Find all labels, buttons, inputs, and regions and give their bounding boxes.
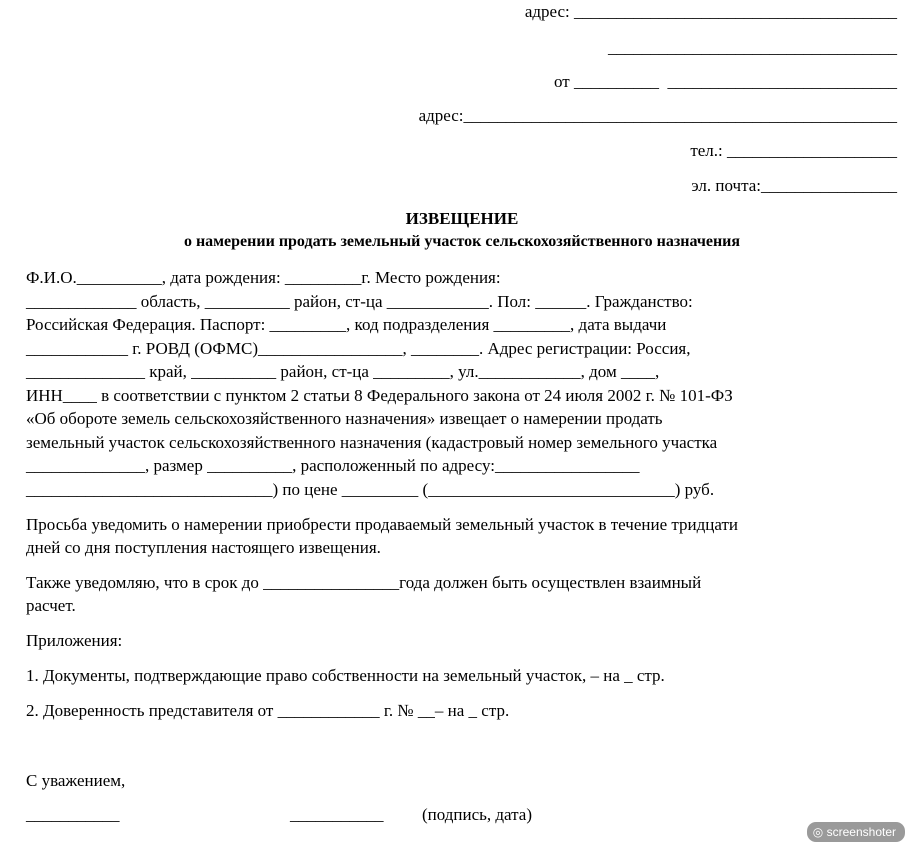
request-line: дней со дня поступления настоящего извещения. (26, 538, 381, 557)
attachment-item: 2. Доверенность представителя от ____________ г. № __– на _ стр. (26, 701, 510, 720)
body-line: ______________ край, __________ район, ст-ца _________, ул.____________, дом ____, (26, 362, 660, 381)
request-line: Просьба уведомить о намерении приобрести продаваемый земельный участок в течение тридцати (26, 515, 738, 534)
document-title: ИЗВЕЩЕНИЕ (405, 209, 519, 228)
screenshoter-watermark (807, 822, 905, 842)
body-line: ИНН____ в соответствии с пунктом 2 статьи 8 Федерального закона от 24 июля 2002 г. № 101-ФЗ (26, 386, 733, 405)
document-subtitle: о намерении продать земельный участок сельскохозяйственного назначения (183, 233, 741, 250)
settlement-line: Также уведомляю, что в срок до ________________года должен быть осуществлен взаимный (26, 573, 702, 592)
body-line: Ф.И.О.__________, дата рождения: _________г. Место рождения: (26, 268, 501, 287)
body-line: Российская Федерация. Паспорт: _________, код подразделения _________, дата выдачи (26, 315, 667, 334)
body-line: _____________________________) по цене _________ (_____________________________) руб. (26, 480, 715, 499)
signature-blank: ___________ (290, 805, 384, 824)
watermark-text: screenshoter (826, 825, 896, 839)
header-address-2: адрес:___________________________________________________ (418, 106, 897, 125)
body-line: «Об обороте земель сельскохозяйственного назначения» извещает о намерении продать (26, 409, 663, 428)
body-line: ______________, размер __________, расположенный по адресу:_________________ (26, 456, 640, 475)
header-address: адрес: ______________________________________ (524, 2, 897, 21)
settlement-line: расчет. (26, 596, 76, 615)
body-line: _____________ область, __________ район, ст-ца ____________. Пол: ______. Гражданство: (26, 292, 693, 311)
header-from: от __________ ___________________________ (554, 72, 897, 91)
signature-label: (подпись, дата) (422, 805, 533, 824)
header-blank-line: __________________________________ (608, 38, 897, 57)
body-line: ____________ г. РОВД (ОФМС)_________________, ________. Адрес регистрации: Россия, (26, 339, 691, 358)
regards-text: С уважением, (26, 771, 126, 790)
header-phone: тел.: ____________________ (690, 141, 897, 160)
attachments-label: Приложения: (26, 631, 123, 650)
signature-blank: ___________ (26, 805, 120, 824)
camera-icon: ◎ (812, 825, 824, 839)
header-email: эл. почта:________________ (691, 176, 897, 195)
body-line: земельный участок сельскохозяйственного назначения (кадастровый номер земельного участка (26, 433, 718, 452)
attachment-item: 1. Документы, подтверждающие право собственности на земельный участок, – на _ стр. (26, 666, 665, 685)
